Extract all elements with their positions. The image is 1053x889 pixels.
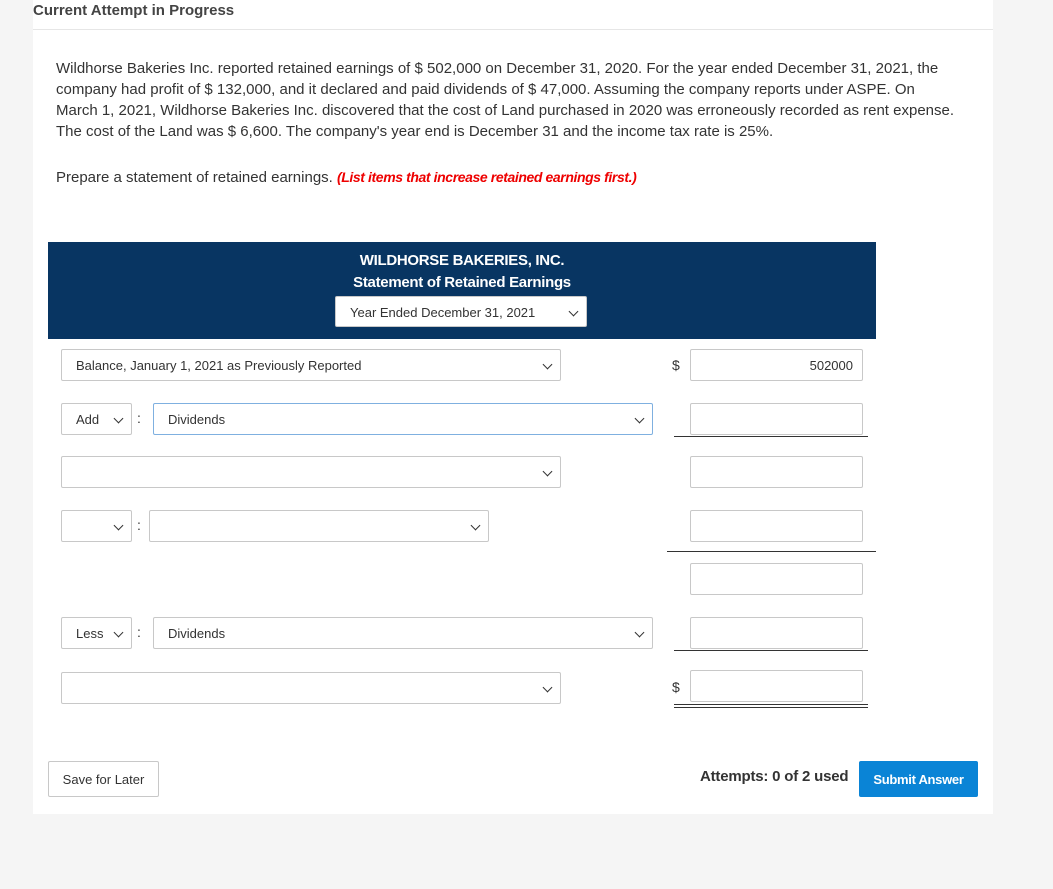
- row6-underline: [674, 650, 868, 651]
- row4-colon: :: [137, 517, 141, 533]
- chevron-down-icon: [114, 628, 124, 638]
- chevron-down-icon: [543, 683, 553, 693]
- row7-double-underline-bottom: [674, 707, 868, 708]
- row1-amount-input[interactable]: [690, 349, 863, 381]
- row4-amount-input[interactable]: [690, 510, 863, 542]
- row5-amount-input[interactable]: [690, 563, 863, 595]
- row1-item-value: Balance, January 1, 2021 as Previously Reported: [76, 358, 362, 373]
- row2-item-select[interactable]: [153, 403, 653, 435]
- row7-item-select[interactable]: [61, 672, 561, 704]
- chevron-down-icon: [114, 414, 124, 424]
- chevron-down-icon: [543, 360, 553, 370]
- row7-dollar-sign: $: [672, 679, 680, 695]
- row4-operator-select[interactable]: [61, 510, 132, 542]
- row7-double-underline-top: [674, 704, 868, 705]
- row1-amount-value: 502000: [809, 358, 853, 373]
- period-select-value: Year Ended December 31, 2021: [350, 305, 536, 320]
- chevron-down-icon: [569, 307, 579, 317]
- row7-amount-input[interactable]: [690, 670, 863, 702]
- chevron-down-icon: [114, 521, 124, 531]
- chevron-down-icon: [471, 521, 481, 531]
- problem-text: Wildhorse Bakeries Inc. reported retained earnings of $ 502,000 on December 31, 2020. For the year ended December 31, 2021, the company had profit of $ 132,000, and it declared and paid dividends of $ 47,000. Assuming the company reports under ASPE. On March 1, 2021, Wildhorse Bakeries Inc. discovered that the cost of Land purchased in 2020 was erroneously recorded as rent expense. The cost of the Land was $ 6,600. The company's year end is December 31 and the income tax rate is 25%.: [56, 60, 955, 140]
- row6-operator-value: Less: [76, 626, 104, 641]
- row2-operator-value: Add: [76, 412, 100, 427]
- statement-title: Statement of Retained Earnings: [353, 274, 571, 291]
- row4-item-select[interactable]: [149, 510, 489, 542]
- row3-item-select[interactable]: [61, 456, 561, 488]
- divider: [33, 29, 993, 30]
- row1-dollar-sign: $: [672, 357, 680, 373]
- row1-item-select[interactable]: [61, 349, 561, 381]
- attempts-counter: Attempts: 0 of 2 used: [700, 768, 849, 785]
- submit-answer-button[interactable]: Submit Answer: [859, 761, 978, 797]
- chevron-down-icon: [635, 628, 645, 638]
- row2-item-value: Dividends: [168, 412, 226, 427]
- company-name: WILDHORSE BAKERIES, INC.: [359, 252, 565, 269]
- row6-amount-input[interactable]: [690, 617, 863, 649]
- row6-item-value: Dividends: [168, 626, 226, 641]
- row3-amount-input[interactable]: [690, 456, 863, 488]
- chevron-down-icon: [543, 467, 553, 477]
- attempt-status: Current Attempt in Progress: [33, 2, 235, 19]
- row2-colon: :: [137, 410, 141, 426]
- row2-underline: [674, 436, 868, 437]
- row2-operator-select[interactable]: [61, 403, 132, 435]
- chevron-down-icon: [635, 414, 645, 424]
- save-for-later-button[interactable]: Save for Later: [48, 761, 159, 797]
- period-select[interactable]: [335, 296, 587, 327]
- row6-operator-select[interactable]: [61, 617, 132, 649]
- row6-item-select[interactable]: [153, 617, 653, 649]
- statement-header: [48, 242, 876, 339]
- row6-colon: :: [137, 624, 141, 640]
- row2-amount-input[interactable]: [690, 403, 863, 435]
- row4-underline: [667, 551, 876, 552]
- instruction-highlight: (List items that increase retained earnings first.): [337, 169, 637, 185]
- instruction-text: Prepare a statement of retained earnings.: [56, 169, 338, 186]
- instruction: [56, 169, 636, 186]
